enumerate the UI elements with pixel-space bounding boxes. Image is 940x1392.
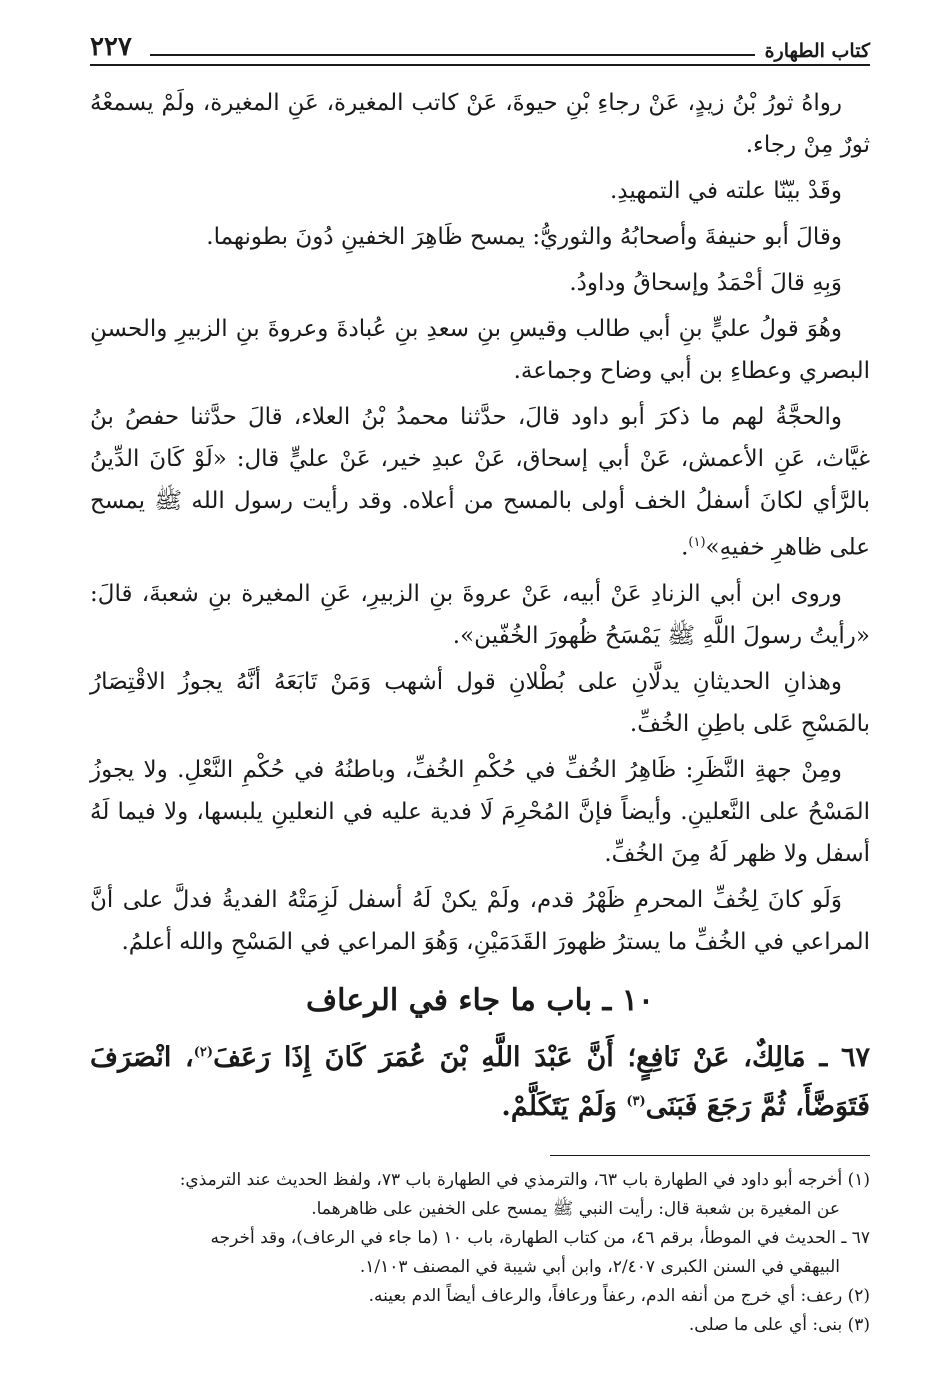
page-header	[90, 20, 870, 66]
footnote	[90, 1282, 870, 1311]
footnote	[90, 1224, 870, 1282]
running-title: كتاب الطهارة	[764, 40, 870, 62]
page-number: ٢٢٧	[90, 32, 132, 62]
footnote-line: البيهقي في السنن الكبرى ٢/٤٠٧، وابن أبي شيبة في المصنف ١/١٠٣.	[359, 1256, 840, 1277]
paragraph: رواهُ ثورُ بْنُ زيدٍ، عَنْ رجاءِ بْنِ حيوةَ، عَنْ كاتب المغيرة، عَنِ المغيرة، ولَمْ يسمعْهُ ثورٌ مِنْ رجاء.	[90, 90, 870, 158]
chapter-heading: ١٠ ـ باب ما جاء في الرعاف	[306, 982, 654, 1018]
paragraph: وهذانِ الحديثانِ يدلَّانِ على بُطْلانِ قول أشهب وَمَنْ تَابَعَهُ أنَّهُ يجوزُ الاقْتِصَارُ بالمَسْحِ عَلى باطِنِ الخُفِّ.	[90, 668, 870, 737]
footnote	[90, 1311, 870, 1340]
paragraph: والحجَّةُ لهم ما ذكرَ أبو داود قالَ، حدَّثنا محمدُ بْنُ العلاء، قالَ حدَّثنا حفصُ بنُ غيَّاث، عَنِ الأعمش، عَنْ أبي إسحاق، عَنْ عبدِ خير، عَنْ عليٍّ قال: «لَوْ كَانَ الدِّينُ بالرَّأي لكانَ أسفلُ الخف أولى بالمسح من أعلاه. وقد رأيت رسول الله ﷺ يمسح على ظاهرِ خفيهِ»$^{(١)}$.	[90, 404, 870, 561]
paragraph: وَبِهِ قالَ أحْمَدُ وإسحاقُ وداودُ.	[569, 270, 842, 296]
footnote-marker: (١)	[688, 535, 706, 550]
paragraph: وقَدْ بيّنّا علته في التمهيدِ.	[609, 178, 842, 204]
footnote-separator	[550, 1155, 870, 1156]
footnote-line: عن المغيرة بن شعبة قال: رأيت النبي ﷺ يمسح على الخفين على ظاهرهما.	[311, 1198, 840, 1219]
hadith-part: وَلَمْ يَتَكَلَّمْ.	[501, 1090, 627, 1122]
header-rule-full	[90, 64, 870, 66]
footnote-line: ٦٧ ـ الحديث في الموطأ، برقم ٤٦، من كتاب الطهارة، باب ١٠ (ما جاء في الرعاف)، وقد أخرجه	[210, 1227, 870, 1248]
paragraph: ومِنْ جهةِ النَّظَرِ: ظَاهِرُ الخُفِّ في حُكْمِ الخُفِّ، وباطنُهُ في حُكْمِ النَّعْلِ. ولا يجوزُ المَسْحُ على النَّعلينِ. وأيضاً فإنَّ المُحْرِمَ لَا فدية عليه في النعلينِ يلبسها، ولا فيما لَهُ أسفل ولا ظهر لَهُ مِنَ الخُفِّ.	[90, 756, 870, 867]
footnote-line: (١) أخرجه أبو داود في الطهارة باب ٦٣، والترمذي في الطهارة باب ٧٣، ولفظ الحديث عند الترمذي:	[179, 1169, 870, 1190]
paragraph: وهُوَ قولُ عليٍّ بنِ أبي طالب وقيسِ بنِ سعدِ بنِ عُبادةَ وعروةَ بنِ الزبيرِ والحسنِ البصري وعطاءِ بن أبي وضاح وجماعة.	[90, 316, 870, 384]
footnote-line: (٢) رعف: أي خرج من أنفه الدم، رعفاً ورعافاً، والرعاف أيضاً الدم بعينه.	[368, 1285, 870, 1306]
footnote-marker: (٢)	[193, 1044, 214, 1060]
footnote-line: (٣) بنى: أي على ما صلى.	[688, 1314, 870, 1335]
book-page	[90, 20, 870, 1380]
header-rule	[150, 54, 755, 56]
footnote-marker: (٣)	[626, 1093, 646, 1109]
footnote	[90, 1166, 870, 1224]
hadith-text	[90, 1031, 870, 1129]
hadith-part: ٦٧ ـ مَالِكٌ، عَنْ نَافِعٍ؛ أَنَّ عَبْدَ اللَّهِ بْنَ عُمَرَ كَانَ إِذَا رَعَفَ	[213, 1041, 870, 1073]
paragraph: وروى ابن أبي الزنادِ عَنْ أبيه، عَنْ عروةَ بنِ الزبيرِ، عَنِ المغيرة بنِ شعبةَ، قالَ: «رأيتُ رسولَ اللَّهِ ﷺ يَمْسَحُ ظُهورَ الخُفّين».	[90, 580, 870, 649]
paragraph-text: والحجَّةُ لهم ما ذكرَ أبو داود قالَ، حدَّثنا محمدُ بْنُ العلاء، قالَ حدَّثنا حفصُ بنُ غيَّاث، عَنِ الأعمش، عَنْ أبي إسحاق، عَنْ عبدِ خير، عَنْ عليٍّ قال: «لَوْ كَانَ الدِّينُ بالرَّأي لكانَ أسفلُ الخف أولى بالمسح من أعلاه. وقد رأيت رسول الله ﷺ يمسح على ظاهرِ خفيهِ»	[90, 404, 870, 561]
footnotes	[90, 1166, 870, 1340]
main-text	[90, 82, 870, 1340]
paragraph: وَلَو كانَ لِخُفِّ المحرمِ ظَهْرُ قدم، ولَمْ يكنْ لَهُ أسفل لَزِمَتْهُ الفديةُ فدلَّ على أنَّ المراعي في الخُفِّ ما يسترُ ظهورَ القَدَمَيْنِ، وَهُوَ المراعي في المَسْحِ والله أعلمُ.	[90, 886, 870, 955]
paragraph: وقالَ أبو حنيفةَ وأصحابُهُ والثوريُّ: يمسح ظَاهِرَ الخفينِ دُونَ بطونهما.	[206, 224, 842, 250]
hadith-part: ، انْصَرَفَ فَتَوَضَّأَ، ثُمَّ رَجَعَ فَبَنَى	[90, 1041, 870, 1122]
